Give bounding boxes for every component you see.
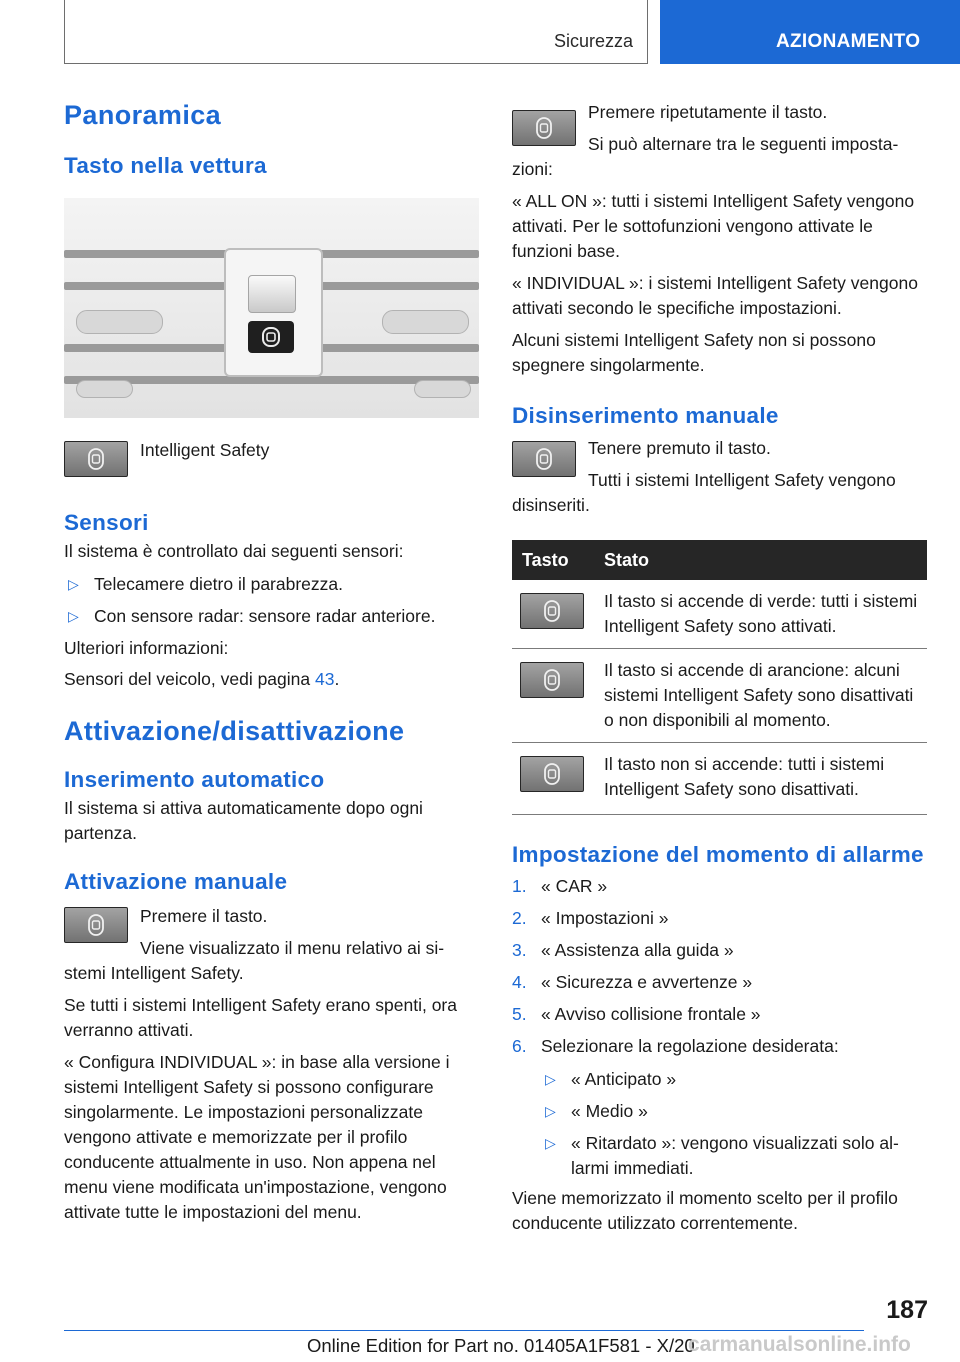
sub-options-list: [541, 1067, 927, 1181]
disinserimento-step-1: Tenere premuto il tasto.: [588, 438, 771, 458]
list-item: ▷ « Medio »: [541, 1099, 927, 1124]
step-text: Selezionare la regolazione desiderata:: [541, 1036, 839, 1056]
intelligent-safety-button: [248, 321, 294, 353]
reference-text: Sensori del veicolo, vedi pagina: [64, 669, 315, 689]
list-item: ▷ « Ritardato »: vengono visualizzati solo allarmi immediati.: [541, 1131, 927, 1181]
reference-line: [64, 667, 479, 692]
heading-tasto-vettura: Tasto nella vettura: [64, 153, 267, 178]
footer-edition: Online Edition for Part no. 01405A1F581 - X/20: [307, 1335, 695, 1356]
intelligent-safety-key-icon: [512, 110, 576, 146]
car-shield-icon: [539, 667, 565, 693]
list-item: [512, 906, 927, 931]
car-shield-icon: [531, 115, 557, 141]
steps-list: [512, 874, 927, 1181]
right-column: [512, 100, 927, 1236]
car-shield-icon: [531, 446, 557, 472]
header-section-box: [64, 0, 648, 64]
sensori-intro: Il sistema è controllato dai seguenti sensori:: [64, 541, 404, 561]
table-header-tasto: Tasto: [512, 540, 604, 580]
step-number: 6.: [512, 1036, 527, 1056]
left-column: [64, 98, 479, 1225]
step-text: « Sicurezza e avvertenze »: [541, 972, 753, 992]
step-text: « CAR »: [541, 876, 608, 896]
footer-divider: [64, 1330, 864, 1331]
intelligent-safety-key-icon: [512, 441, 576, 477]
step-text: « Avviso collisione frontale »: [541, 1004, 761, 1024]
button-photo: [64, 198, 479, 418]
step-number: 4.: [512, 972, 527, 992]
intelligent-safety-key-icon: [64, 441, 128, 477]
list-item: ▷ Telecamere dietro il parabrezza.: [64, 572, 479, 597]
closing-text: Viene memorizzato il momento scelto per il profilo conducente utilizzato correntemente.: [512, 1188, 898, 1233]
status-text: Il tasto non si accende: tutti i sistemi Intelligent Safety sono disattivati.: [604, 743, 927, 815]
all-on-text: « ALL ON »: tutti i sistemi Intelligent Safety vengono attivati. Per le sottofunzioni vengono attivate le funzioni base.: [512, 191, 915, 261]
list-item: ▷ Con sensore radar: sensore radar anteriore.: [64, 604, 479, 629]
button-orange-icon: [520, 662, 584, 698]
list-item: [512, 938, 927, 963]
car-shield-icon: [539, 761, 565, 787]
reference-end: .: [334, 669, 340, 689]
car-shield-icon: [539, 598, 565, 624]
disinserimento-step-2: Tutti i sistemi Intelligent Safety vengono disinseriti.: [512, 470, 896, 515]
step-number: 5.: [512, 1004, 527, 1024]
list-item: ▷ « Anticipato »: [541, 1067, 927, 1092]
manuale-step-2: Viene visualizzato il menu relativo ai sistemi Intelligent Safety.: [64, 938, 445, 983]
heading-sensori: Sensori: [64, 510, 149, 535]
page-link[interactable]: 43: [315, 669, 335, 689]
header-chapter-tab[interactable]: AZIONAMENTO: [660, 0, 960, 64]
table-row: [512, 649, 927, 743]
heading-panoramica: Panoramica: [64, 100, 222, 130]
list-item: [512, 874, 927, 899]
table-row: [512, 580, 927, 649]
car-shield-icon: [83, 446, 109, 472]
heading-inserimento: Inserimento automatico: [64, 767, 325, 792]
button-panel: [224, 248, 323, 377]
ripetuto-step-2: Si può alternare tra le seguenti impostazioni:: [512, 134, 899, 179]
status-text: Il tasto si accende di arancione: alcuni sistemi Intelligent Safety sono disattivati o non disponibili al momento.: [604, 649, 927, 743]
button-status-table: [512, 540, 927, 815]
list-item: [512, 970, 927, 995]
manuale-step-1: Premere il tasto.: [140, 906, 268, 926]
ulteriori-info: Ulteriori informazioni:: [64, 638, 229, 658]
step-text: « Impostazioni »: [541, 908, 669, 928]
heading-impostazione: Impostazione del momento di allarme: [512, 842, 924, 867]
sensori-list: [64, 572, 479, 629]
step-number: 2.: [512, 908, 527, 928]
step-text: « Assistenza alla guida »: [541, 940, 734, 960]
table-header-row: [512, 540, 927, 580]
status-text: Il tasto si accende di verde: tutti i sistemi Intelligent Safety sono attivati.: [604, 580, 927, 649]
list-item: [512, 1034, 927, 1181]
list-item: [512, 1002, 927, 1027]
page-number: 187: [886, 1296, 928, 1324]
button-off-icon: [520, 756, 584, 792]
step-number: 3.: [512, 940, 527, 960]
step-number: 1.: [512, 876, 527, 896]
ripetuto-step-1: Premere ripetutamente il tasto.: [588, 102, 828, 122]
heading-disinserimento: Disinserimento manuale: [512, 403, 779, 428]
car-shield-icon: [83, 912, 109, 938]
individual-text: « INDIVIDUAL »: i sistemi Intelligent Safety vengono attivati secondo le specifiche impostazioni.: [512, 273, 918, 318]
heading-attivazione: Attivazione/disattivazione: [64, 716, 405, 746]
table-header-stato: Stato: [604, 540, 927, 580]
button-green-icon: [520, 593, 584, 629]
manuale-text-3: Se tutti i sistemi Intelligent Safety erano spenti, ora verranno attivati.: [64, 995, 457, 1040]
watermark-logo: carmanualsonline.info: [688, 1333, 911, 1356]
alcuni-text: Alcuni sistemi Intelligent Safety non si possono spegnere singolarmente.: [512, 330, 876, 375]
header-section-title: Sicurezza: [553, 31, 633, 51]
button-caption: Intelligent Safety: [140, 440, 270, 460]
manuale-text-4: « Configura INDIVIDUAL »: in base alla versione i sistemi Intelligent Safety si possono configurare singolarmente. Le impostazioni personalizzate vengono attivate e memorizzate per il profilo conducente attualmente in uso. Non appena nel menu viene modificata un'impostazione, vengono attivate tutte le impostazioni del menu.: [64, 1052, 450, 1222]
car-shield-icon: [248, 321, 294, 353]
heading-attivazione-manuale: Attivazione manuale: [64, 869, 288, 894]
table-row: [512, 743, 927, 815]
intelligent-safety-key-icon: [64, 907, 128, 943]
inserimento-text: Il sistema si attiva automaticamente dopo ogni partenza.: [64, 798, 423, 843]
